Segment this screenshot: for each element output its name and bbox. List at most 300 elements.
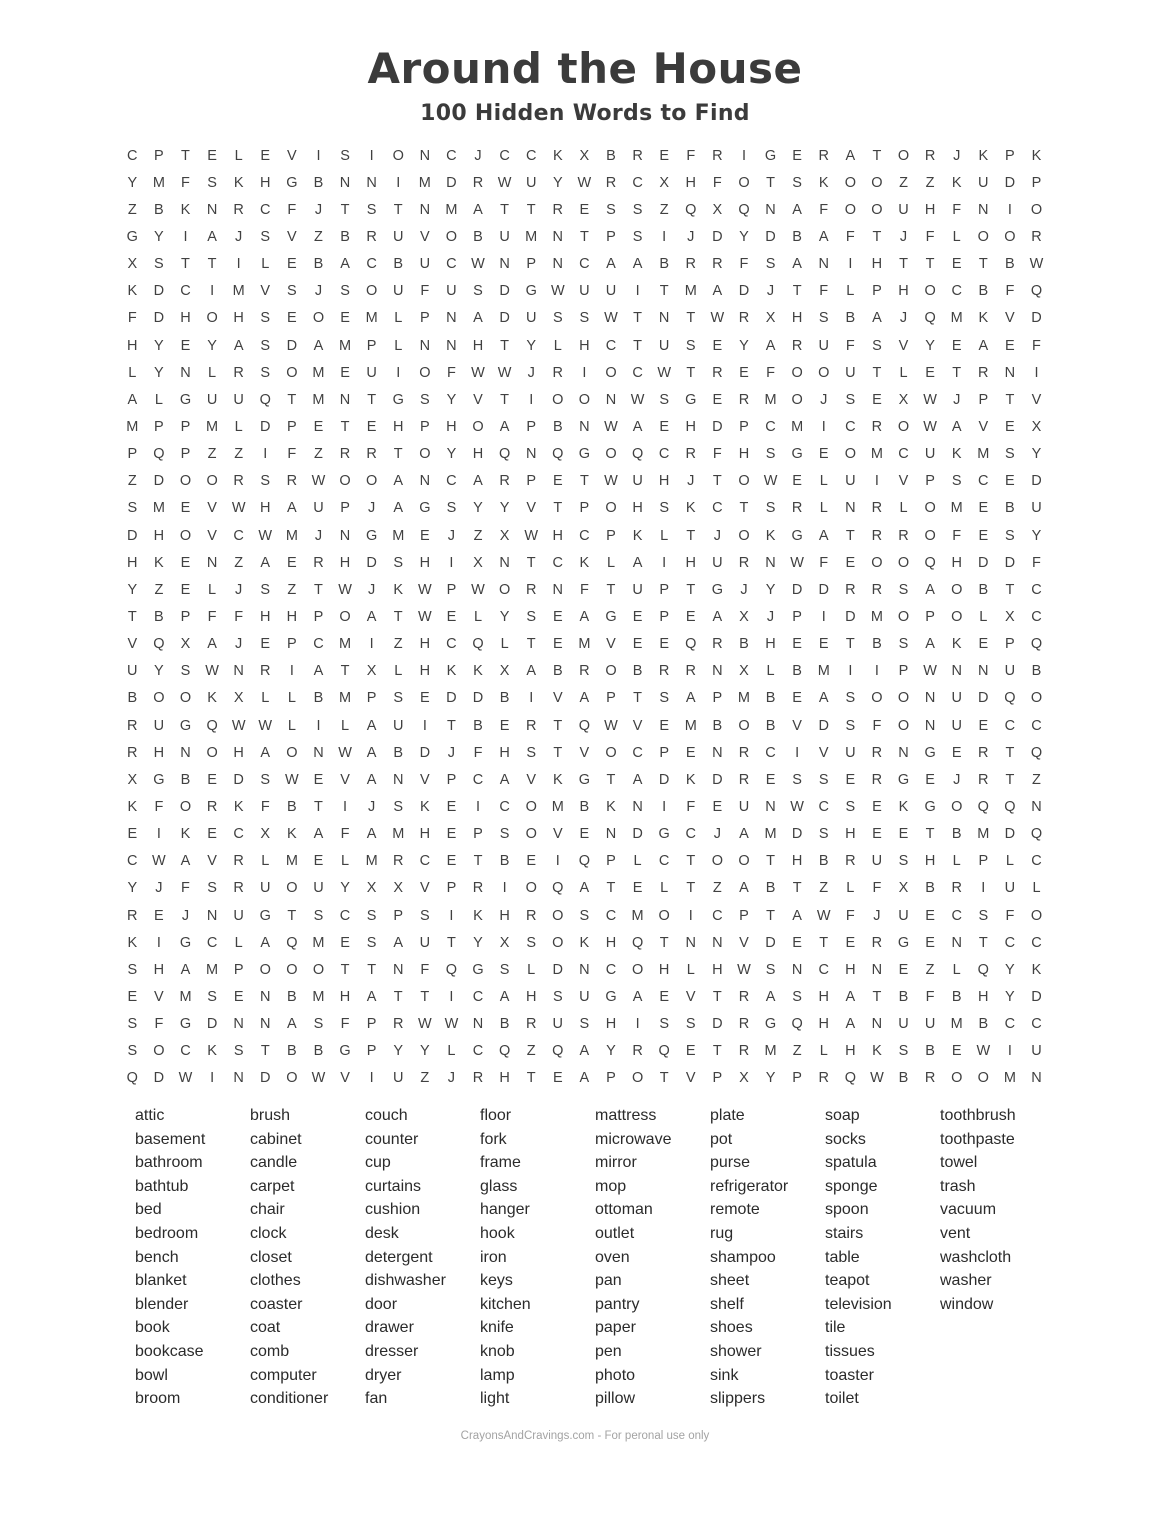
grid-cell: A [765,988,776,1005]
word-list-column [940,1104,1055,1411]
grid-cell: A [207,228,217,245]
word-item: pot [710,1130,733,1148]
grid-cell: D [446,690,457,707]
grid-cell: C [712,500,723,517]
grid-cell: V [287,228,297,245]
grid-cell: E [313,418,324,435]
grid-cell: G [179,1016,192,1033]
grid-cell: W [338,744,352,761]
grid-cell: Z [659,201,669,218]
grid-cell: N [446,310,457,327]
grid-cell: U [658,337,670,354]
grid-cell: V [818,744,829,761]
grid-cell: N [978,201,989,218]
grid-cell: H [605,1016,617,1033]
grid-cell: E [978,527,989,544]
word-item: curtains [365,1177,422,1195]
grid-cell: N [712,744,723,761]
grid-cell: B [951,988,962,1005]
grid-cell: S [526,744,537,761]
grid-cell: T [181,147,190,164]
grid-cell: L [208,581,217,598]
word-item: mirror [595,1154,637,1172]
grid-cell: N [845,500,856,517]
grid-cell: O [897,690,910,707]
grid-cell: T [925,256,935,273]
grid-cell: T [287,391,297,408]
page-title: Around the House [367,44,803,93]
grid-cell: A [499,418,510,435]
grid-cell: E [552,473,563,490]
grid-cell: B [978,1016,989,1033]
grid-cell: P [872,283,882,300]
grid-cell: O [419,446,431,463]
grid-cell: W [178,1070,193,1087]
grid-cell: C [339,907,351,924]
grid-cell: S [579,1016,590,1033]
grid-cell: E [180,581,191,598]
grid-cell: J [314,201,323,218]
grid-cell: B [872,636,882,653]
grid-cell: F [925,228,935,245]
word-item: dresser [365,1342,419,1360]
grid-cell: N [658,310,670,327]
grid-cell: Z [314,228,323,245]
grid-cell: R [871,500,883,517]
grid-cell: T [872,988,882,1005]
grid-cell: V [207,500,217,517]
grid-cell: S [313,1016,324,1033]
page-subtitle: 100 Hidden Words to Find [420,101,750,126]
grid-cell: L [261,690,270,707]
grid-cell: U [871,853,883,870]
grid-cell: Q [126,1070,138,1087]
word-item: couch [365,1107,408,1124]
grid-cell: G [897,934,910,951]
grid-cell: S [845,391,856,408]
grid-cell: E [765,771,776,788]
grid-cell: B [925,1043,935,1060]
grid-cell: I [476,798,481,815]
grid-cell: K [233,174,244,191]
word-item: spoon [825,1201,869,1219]
grid-cell: O [791,391,803,408]
grid-cell: K [473,663,483,680]
word-item: slippers [710,1390,766,1408]
grid-cell: G [605,988,617,1005]
grid-cell: I [316,717,321,734]
grid-cell: T [766,907,775,924]
grid-cell: Q [844,1070,856,1087]
grid-cell: Z [127,473,137,490]
grid-cell: I [555,853,560,870]
grid-cell: G [179,934,192,951]
grid-cell: G [419,500,431,517]
grid-cell: J [235,636,243,653]
grid-cell: I [662,228,667,245]
grid-cell: D [818,717,829,734]
grid-cell: I [449,988,454,1005]
grid-cell: S [792,988,802,1005]
grid-cell: O [1030,907,1043,924]
grid-cell: E [260,147,271,164]
word-item: bookcase [135,1342,204,1360]
word-item: towel [940,1154,978,1172]
grid-cell: F [845,228,855,245]
word-item: brush [250,1107,291,1124]
word-item: shampoo [710,1248,776,1266]
grid-cell: U [1004,880,1016,897]
grid-cell: N [924,717,936,734]
grid-cell: R [233,853,244,870]
grid-cell: S [898,1043,909,1060]
grid-cell: Q [631,934,644,951]
grid-cell: I [635,1016,640,1033]
grid-cell: C [579,256,590,273]
grid-cell: U [392,228,404,245]
grid-cell: V [552,826,563,843]
grid-cell: E [845,771,856,788]
grid-cell: H [579,337,590,354]
grid-cell: G [179,717,192,734]
grid-cell: L [660,527,669,544]
grid-cell: B [898,988,909,1005]
word-item: window [940,1295,994,1313]
grid-cell: A [233,337,244,354]
grid-cell: T [792,283,802,300]
grid-cell: O [286,364,298,381]
grid-cell: E [925,907,935,924]
grid-cell: L [394,310,403,327]
grid-cell: P [712,1070,723,1087]
grid-cell: O [871,174,883,191]
grid-cell: I [369,1070,374,1087]
grid-cell: X [260,826,271,843]
grid-cell: T [739,500,749,517]
grid-cell: M [578,636,591,653]
grid-cell: I [688,907,693,924]
grid-cell: A [473,473,483,490]
grid-cell: V [207,527,217,544]
grid-cell: M [791,418,804,435]
grid-cell: P [978,853,989,870]
grid-cell: E [632,880,643,897]
grid-cell: T [526,636,536,653]
grid-cell: X [1031,418,1042,435]
grid-cell: I [848,256,853,273]
grid-cell: E [712,391,723,408]
grid-cell: K [579,554,590,571]
grid-cell: E [1005,418,1015,435]
grid-cell: R [392,1016,404,1033]
grid-cell: M [206,418,219,435]
grid-cell: W [976,1043,991,1060]
grid-cell: I [821,418,826,435]
grid-cell: C [446,473,457,490]
word-item: bathtub [135,1177,189,1195]
word-item: teapot [825,1272,870,1290]
grid-cell: R [1031,228,1042,245]
grid-cell: C [632,744,643,761]
grid-cell: A [393,934,404,951]
grid-cell: S [260,310,271,327]
grid-cell: X [765,310,776,327]
grid-cell: K [818,174,829,191]
grid-cell: O [871,554,883,571]
grid-cell: A [765,337,776,354]
grid-cell: B [898,1070,909,1087]
grid-cell: E [180,337,191,354]
grid-cell: P [340,500,350,517]
grid-cell: F [287,446,297,463]
grid-cell: T [207,256,217,273]
grid-cell: V [419,771,430,788]
grid-cell: T [1005,771,1015,788]
grid-cell: C [898,446,909,463]
word-item: pen [595,1342,622,1360]
grid-cell: W [311,473,326,490]
grid-cell: J [314,283,323,300]
grid-cell: M [418,174,431,191]
grid-cell: K [765,527,776,544]
grid-cell: E [792,473,802,490]
grid-cell: O [286,961,298,978]
grid-cell: P [978,391,989,408]
grid-cell: O [977,1070,989,1087]
grid-cell: R [738,391,750,408]
grid-cell: N [924,690,936,707]
grid-cell: A [872,310,882,327]
grid-cell: N [552,581,564,598]
grid-cell: A [499,771,510,788]
grid-cell: N [712,663,723,680]
grid-cell: A [207,636,217,653]
grid-cell: P [739,418,749,435]
grid-cell: P [1005,147,1015,164]
grid-cell: L [287,717,296,734]
grid-cell: Y [154,228,164,245]
grid-cell: R [339,446,351,463]
grid-cell: C [233,527,244,544]
grid-cell: B [499,690,510,707]
grid-cell: C [605,961,617,978]
grid-cell: G [578,446,591,463]
grid-cell: V [154,988,164,1005]
grid-cell: I [662,554,667,571]
grid-cell: I [1007,1043,1012,1060]
grid-cell: Y [154,663,164,680]
grid-cell: C [1004,1016,1016,1033]
grid-cell: K [1031,961,1042,978]
grid-cell: M [392,826,405,843]
grid-cell: V [685,1070,696,1087]
grid-cell: O [897,717,910,734]
grid-cell: K [951,636,962,653]
grid-cell: A [499,988,510,1005]
grid-cell: N [765,201,776,218]
grid-cell: B [978,283,989,300]
grid-cell: L [553,337,562,354]
grid-cell: E [180,554,191,571]
grid-cell: P [606,527,616,544]
grid-cell: I [848,663,853,680]
grid-cell: E [951,744,962,761]
grid-cell: I [396,174,401,191]
grid-cell: B [287,1043,297,1060]
grid-cell: N [898,744,909,761]
grid-cell: S [393,554,404,571]
grid-cell: R [658,663,670,680]
grid-cell: R [738,988,750,1005]
grid-cell: U [392,717,404,734]
grid-cell: M [764,391,777,408]
grid-cell: E [526,853,537,870]
grid-cell: O [525,880,537,897]
grid-cell: E [632,608,643,625]
grid-cell: P [792,608,802,625]
grid-cell: K [473,907,483,924]
grid-cell: X [499,663,510,680]
grid-cell: F [872,880,882,897]
grid-cell: S [792,771,802,788]
grid-cell: O [924,527,936,544]
grid-cell: H [632,500,643,517]
grid-cell: V [340,1070,350,1087]
grid-cell: E [1005,473,1015,490]
grid-cell: F [473,744,483,761]
grid-cell: V [606,636,616,653]
word-item: dryer [365,1366,402,1384]
word-item: kitchen [480,1295,531,1313]
grid-cell: T [872,364,882,381]
grid-cell: Z [925,961,935,978]
grid-cell: A [845,1016,856,1033]
grid-cell: I [1007,201,1012,218]
grid-cell: B [154,608,164,625]
grid-cell: J [368,500,376,517]
grid-cell: T [606,771,616,788]
grid-cell: U [632,473,643,490]
grid-cell: E [127,826,138,843]
grid-cell: Y [446,446,457,463]
grid-cell: P [526,418,537,435]
grid-cell: C [260,201,271,218]
grid-cell: W [604,310,618,327]
grid-cell: J [713,527,721,544]
grid-cell: P [898,663,909,680]
grid-cell: D [765,228,776,245]
word-item: coat [250,1319,281,1337]
grid-cell: E [792,636,802,653]
grid-cell: W [763,473,778,490]
grid-cell: C [233,826,244,843]
grid-cell: S [260,228,271,245]
grid-cell: S [154,256,164,273]
grid-cell: T [686,310,696,327]
grid-cell: O [738,717,750,734]
grid-cell: R [924,1070,936,1087]
grid-cell: I [449,907,454,924]
grid-cell: R [871,934,883,951]
grid-cell: C [472,988,484,1005]
grid-cell: R [871,771,883,788]
grid-cell: O [897,147,910,164]
grid-cell: E [446,608,457,625]
grid-cell: U [313,880,324,897]
grid-cell: W [604,473,618,490]
grid-cell: S [898,853,909,870]
grid-cell: R [924,147,936,164]
grid-cell: P [473,826,483,843]
grid-cell: S [1005,446,1015,463]
grid-cell: T [1005,744,1015,761]
grid-cell: O [605,663,617,680]
grid-cell: M [764,826,777,843]
grid-cell: P [154,147,164,164]
grid-cell: J [953,771,961,788]
grid-cell: O [871,201,883,218]
grid-cell: C [765,744,776,761]
word-item: fork [480,1130,507,1148]
grid-cell: R [127,907,138,924]
grid-cell: E [978,500,989,517]
grid-cell: R [871,581,883,598]
grid-cell: P [446,880,457,897]
grid-cell: F [446,364,456,381]
grid-cell: N [260,988,271,1005]
grid-cell: C [605,337,617,354]
grid-cell: P [287,636,297,653]
grid-cell: E [287,256,297,273]
grid-cell: L [154,391,163,408]
grid-cell: O [844,201,856,218]
grid-cell: T [686,853,696,870]
grid-cell: W [577,174,592,191]
grid-cell: A [579,1043,590,1060]
grid-cell: E [446,798,457,815]
grid-cell: N [499,256,510,273]
grid-cell: I [874,663,879,680]
grid-cell: O [392,147,404,164]
grid-cell: P [925,473,935,490]
grid-cell: S [659,391,669,408]
grid-cell: L [846,283,855,300]
grid-cell: B [1031,663,1042,680]
grid-cell: R [791,500,803,517]
grid-cell: A [792,201,802,218]
grid-cell: Q [1030,744,1043,761]
grid-cell: B [925,880,935,897]
grid-cell: O [366,283,378,300]
grid-cell: L [819,473,828,490]
grid-cell: T [260,1043,270,1060]
word-item: microwave [595,1130,672,1148]
grid-cell: K [419,798,430,815]
grid-cell: H [260,608,271,625]
grid-cell: S [632,228,643,245]
grid-cell: T [712,988,722,1005]
grid-cell: F [819,283,829,300]
grid-cell: C [499,798,510,815]
grid-cell: H [153,744,165,761]
grid-cell: Z [526,1043,536,1060]
grid-cell: I [1034,364,1039,381]
grid-cell: S [366,907,377,924]
grid-cell: W [417,608,432,625]
grid-cell: O [738,527,750,544]
grid-cell: M [285,853,298,870]
grid-cell: A [818,228,829,245]
